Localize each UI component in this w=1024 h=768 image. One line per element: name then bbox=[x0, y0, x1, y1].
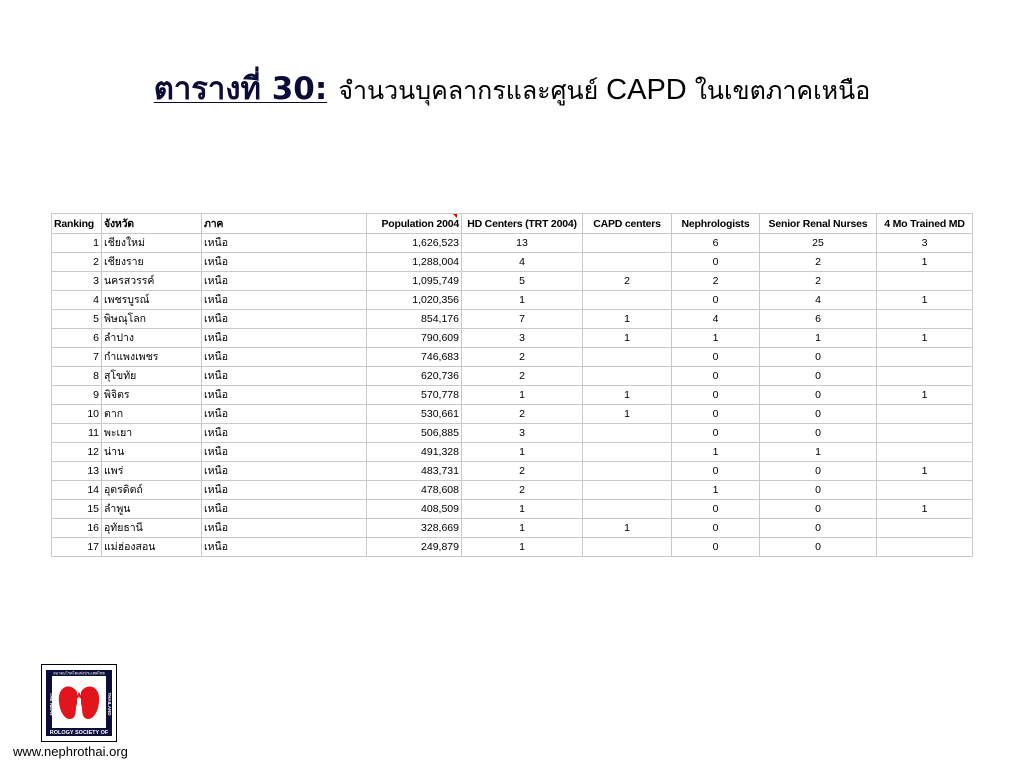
cell-ranking: 16 bbox=[52, 519, 102, 538]
column-header-population-2004: Population 2004 bbox=[367, 214, 462, 234]
cell-region: เหนือ bbox=[202, 329, 367, 348]
cell-ranking: 1 bbox=[52, 234, 102, 253]
cell-population-2004: 1,288,004 bbox=[367, 253, 462, 272]
cell-population-2004: 790,609 bbox=[367, 329, 462, 348]
cell-senior-renal-nurses: 0 bbox=[760, 500, 877, 519]
cell-hd-centers: 1 bbox=[462, 500, 583, 519]
cell-capd-centers: 1 bbox=[583, 519, 672, 538]
column-header-province: จังหวัด bbox=[102, 214, 202, 234]
cell-ranking: 9 bbox=[52, 386, 102, 405]
table-row bbox=[52, 519, 973, 538]
cell-senior-renal-nurses: 2 bbox=[760, 272, 877, 291]
cell-capd-centers bbox=[583, 253, 672, 272]
cell-senior-renal-nurses: 0 bbox=[760, 348, 877, 367]
cell-nephrologists: 0 bbox=[672, 462, 760, 481]
table-number-label: ตารางที่ 30: bbox=[153, 71, 328, 107]
cell-region: เหนือ bbox=[202, 348, 367, 367]
cell-senior-renal-nurses: 0 bbox=[760, 538, 877, 557]
cell-capd-centers bbox=[583, 348, 672, 367]
cell-nephrologists: 1 bbox=[672, 329, 760, 348]
logo-bottom-text: ROLOGY SOCIETY OF bbox=[49, 730, 109, 736]
cell-ranking: 7 bbox=[52, 348, 102, 367]
cell-trained-md bbox=[877, 367, 973, 386]
cell-hd-centers: 1 bbox=[462, 519, 583, 538]
cell-trained-md bbox=[877, 272, 973, 291]
cell-population-2004: 478,608 bbox=[367, 481, 462, 500]
table-row bbox=[52, 462, 973, 481]
cell-hd-centers: 2 bbox=[462, 405, 583, 424]
slide-title bbox=[0, 71, 1024, 107]
cell-region: เหนือ bbox=[202, 234, 367, 253]
cell-ranking: 15 bbox=[52, 500, 102, 519]
cell-nephrologists: 0 bbox=[672, 519, 760, 538]
cell-region: เหนือ bbox=[202, 253, 367, 272]
cell-hd-centers: 2 bbox=[462, 348, 583, 367]
cell-trained-md: 1 bbox=[877, 386, 973, 405]
cell-region: เหนือ bbox=[202, 310, 367, 329]
column-header-ranking: Ranking bbox=[52, 214, 102, 234]
cell-nephrologists: 0 bbox=[672, 386, 760, 405]
cell-senior-renal-nurses: 1 bbox=[760, 443, 877, 462]
cell-population-2004: 408,509 bbox=[367, 500, 462, 519]
cell-hd-centers: 2 bbox=[462, 481, 583, 500]
cell-region: เหนือ bbox=[202, 462, 367, 481]
cell-region: เหนือ bbox=[202, 519, 367, 538]
cell-trained-md bbox=[877, 424, 973, 443]
logo-thai-text: สมาคมโรคไตแห่งประเทศไทย bbox=[53, 670, 105, 676]
cell-trained-md: 1 bbox=[877, 462, 973, 481]
cell-capd-centers: 1 bbox=[583, 386, 672, 405]
cell-province: แม่ฮ่องสอน bbox=[102, 538, 202, 557]
caption-thai-part-1: จำนวนบุคลากรและศูนย์ bbox=[338, 76, 599, 105]
footer-url[interactable]: www.nephrothai.org bbox=[13, 744, 128, 759]
cell-ranking: 8 bbox=[52, 367, 102, 386]
cell-comment-marker bbox=[453, 214, 457, 218]
cell-capd-centers bbox=[583, 462, 672, 481]
cell-province: ตาก bbox=[102, 405, 202, 424]
cell-senior-renal-nurses: 0 bbox=[760, 367, 877, 386]
cell-capd-centers bbox=[583, 538, 672, 557]
cell-province: เชียงราย bbox=[102, 253, 202, 272]
column-header-region: ภาค bbox=[202, 214, 367, 234]
cell-senior-renal-nurses: 1 bbox=[760, 329, 877, 348]
cell-nephrologists: 1 bbox=[672, 443, 760, 462]
column-header-capd-centers: CAPD centers bbox=[583, 214, 672, 234]
cell-trained-md bbox=[877, 405, 973, 424]
cell-senior-renal-nurses: 6 bbox=[760, 310, 877, 329]
cell-hd-centers: 2 bbox=[462, 462, 583, 481]
table-row bbox=[52, 291, 973, 310]
cell-ranking: 17 bbox=[52, 538, 102, 557]
cell-region: เหนือ bbox=[202, 272, 367, 291]
cell-ranking: 12 bbox=[52, 443, 102, 462]
cell-ranking: 6 bbox=[52, 329, 102, 348]
cell-capd-centers bbox=[583, 481, 672, 500]
table-row bbox=[52, 386, 973, 405]
cell-nephrologists: 0 bbox=[672, 348, 760, 367]
cell-trained-md: 1 bbox=[877, 500, 973, 519]
cell-province: เชียงใหม่ bbox=[102, 234, 202, 253]
table-caption bbox=[338, 76, 870, 105]
logo-left-text: THE NEPH bbox=[49, 692, 54, 716]
cell-province: สุโขทัย bbox=[102, 367, 202, 386]
cell-nephrologists: 0 bbox=[672, 367, 760, 386]
cell-ranking: 13 bbox=[52, 462, 102, 481]
cell-trained-md bbox=[877, 310, 973, 329]
cell-province: พะเยา bbox=[102, 424, 202, 443]
table-row bbox=[52, 329, 973, 348]
cell-ranking: 3 bbox=[52, 272, 102, 291]
cell-ranking: 11 bbox=[52, 424, 102, 443]
logo-right-text: THAILAND bbox=[107, 692, 112, 716]
cell-nephrologists: 2 bbox=[672, 272, 760, 291]
cell-region: เหนือ bbox=[202, 291, 367, 310]
cell-senior-renal-nurses: 2 bbox=[760, 253, 877, 272]
table-row bbox=[52, 253, 973, 272]
cell-nephrologists: 0 bbox=[672, 424, 760, 443]
column-header-senior-renal-nurses: Senior Renal Nurses bbox=[760, 214, 877, 234]
caption-thai-part-2: ในเขตภาคเหนือ bbox=[694, 76, 871, 105]
cell-capd-centers bbox=[583, 234, 672, 253]
cell-region: เหนือ bbox=[202, 367, 367, 386]
cell-population-2004: 620,736 bbox=[367, 367, 462, 386]
cell-population-2004: 506,885 bbox=[367, 424, 462, 443]
table-row bbox=[52, 234, 973, 253]
table-row bbox=[52, 500, 973, 519]
cell-region: เหนือ bbox=[202, 443, 367, 462]
cell-ranking: 4 bbox=[52, 291, 102, 310]
cell-hd-centers: 13 bbox=[462, 234, 583, 253]
cell-province: แพร่ bbox=[102, 462, 202, 481]
caption-capd: CAPD bbox=[606, 74, 687, 106]
cell-hd-centers: 1 bbox=[462, 291, 583, 310]
kidney-logo bbox=[41, 664, 117, 742]
cell-population-2004: 746,683 bbox=[367, 348, 462, 367]
cell-nephrologists: 1 bbox=[672, 481, 760, 500]
cell-capd-centers: 1 bbox=[583, 310, 672, 329]
cell-senior-renal-nurses: 0 bbox=[760, 424, 877, 443]
column-header-trained-md: 4 Mo Trained MD bbox=[877, 214, 973, 234]
cell-population-2004: 249,879 bbox=[367, 538, 462, 557]
cell-hd-centers: 1 bbox=[462, 386, 583, 405]
cell-hd-centers: 2 bbox=[462, 367, 583, 386]
cell-ranking: 5 bbox=[52, 310, 102, 329]
table-row bbox=[52, 272, 973, 291]
cell-population-2004: 570,778 bbox=[367, 386, 462, 405]
cell-capd-centers bbox=[583, 367, 672, 386]
cell-capd-centers bbox=[583, 443, 672, 462]
table-header-row bbox=[52, 214, 973, 234]
table-row bbox=[52, 405, 973, 424]
cell-population-2004: 1,626,523 bbox=[367, 234, 462, 253]
cell-province: พิษณุโลก bbox=[102, 310, 202, 329]
cell-region: เหนือ bbox=[202, 481, 367, 500]
cell-ranking: 2 bbox=[52, 253, 102, 272]
cell-population-2004: 1,020,356 bbox=[367, 291, 462, 310]
cell-hd-centers: 4 bbox=[462, 253, 583, 272]
cell-hd-centers: 3 bbox=[462, 329, 583, 348]
cell-province: พิจิตร bbox=[102, 386, 202, 405]
cell-trained-md bbox=[877, 481, 973, 500]
table-row bbox=[52, 443, 973, 462]
cell-nephrologists: 0 bbox=[672, 253, 760, 272]
cell-nephrologists: 0 bbox=[672, 500, 760, 519]
cell-population-2004: 483,731 bbox=[367, 462, 462, 481]
cell-capd-centers bbox=[583, 424, 672, 443]
cell-province: เพชรบูรณ์ bbox=[102, 291, 202, 310]
cell-ranking: 10 bbox=[52, 405, 102, 424]
column-header-nephrologists: Nephrologists bbox=[672, 214, 760, 234]
cell-hd-centers: 3 bbox=[462, 424, 583, 443]
cell-senior-renal-nurses: 25 bbox=[760, 234, 877, 253]
table-row bbox=[52, 367, 973, 386]
cell-hd-centers: 5 bbox=[462, 272, 583, 291]
cell-capd-centers bbox=[583, 291, 672, 310]
cell-nephrologists: 4 bbox=[672, 310, 760, 329]
cell-province: กำแพงเพชร bbox=[102, 348, 202, 367]
cell-trained-md: 1 bbox=[877, 253, 973, 272]
cell-nephrologists: 0 bbox=[672, 405, 760, 424]
cell-province: ลำพูน bbox=[102, 500, 202, 519]
cell-province: อุทัยธานี bbox=[102, 519, 202, 538]
column-header-hd-centers: HD Centers (TRT 2004) bbox=[462, 214, 583, 234]
cell-capd-centers bbox=[583, 500, 672, 519]
cell-trained-md: 1 bbox=[877, 291, 973, 310]
table-row bbox=[52, 538, 973, 557]
cell-population-2004: 328,669 bbox=[367, 519, 462, 538]
cell-nephrologists: 0 bbox=[672, 291, 760, 310]
cell-ranking: 14 bbox=[52, 481, 102, 500]
cell-trained-md bbox=[877, 443, 973, 462]
cell-trained-md bbox=[877, 348, 973, 367]
cell-capd-centers: 2 bbox=[583, 272, 672, 291]
cell-senior-renal-nurses: 4 bbox=[760, 291, 877, 310]
cell-province: น่าน bbox=[102, 443, 202, 462]
cell-province: นครสวรรค์ bbox=[102, 272, 202, 291]
cell-hd-centers: 1 bbox=[462, 443, 583, 462]
table-row bbox=[52, 310, 973, 329]
cell-region: เหนือ bbox=[202, 500, 367, 519]
cell-senior-renal-nurses: 0 bbox=[760, 405, 877, 424]
cell-population-2004: 530,661 bbox=[367, 405, 462, 424]
cell-population-2004: 854,176 bbox=[367, 310, 462, 329]
cell-trained-md: 3 bbox=[877, 234, 973, 253]
cell-hd-centers: 7 bbox=[462, 310, 583, 329]
cell-capd-centers: 1 bbox=[583, 405, 672, 424]
staff-centers-table bbox=[51, 213, 973, 557]
cell-senior-renal-nurses: 0 bbox=[760, 481, 877, 500]
cell-population-2004: 491,328 bbox=[367, 443, 462, 462]
cell-region: เหนือ bbox=[202, 386, 367, 405]
cell-nephrologists: 6 bbox=[672, 234, 760, 253]
cell-trained-md bbox=[877, 538, 973, 557]
table-row bbox=[52, 424, 973, 443]
cell-province: ลำปาง bbox=[102, 329, 202, 348]
table-row bbox=[52, 348, 973, 367]
cell-region: เหนือ bbox=[202, 538, 367, 557]
cell-capd-centers: 1 bbox=[583, 329, 672, 348]
table-row bbox=[52, 481, 973, 500]
cell-population-2004: 1,095,749 bbox=[367, 272, 462, 291]
cell-province: อุตรดิตถ์ bbox=[102, 481, 202, 500]
cell-trained-md bbox=[877, 519, 973, 538]
cell-trained-md: 1 bbox=[877, 329, 973, 348]
cell-nephrologists: 0 bbox=[672, 538, 760, 557]
cell-region: เหนือ bbox=[202, 405, 367, 424]
cell-senior-renal-nurses: 0 bbox=[760, 386, 877, 405]
cell-region: เหนือ bbox=[202, 424, 367, 443]
cell-senior-renal-nurses: 0 bbox=[760, 519, 877, 538]
cell-senior-renal-nurses: 0 bbox=[760, 462, 877, 481]
cell-hd-centers: 1 bbox=[462, 538, 583, 557]
